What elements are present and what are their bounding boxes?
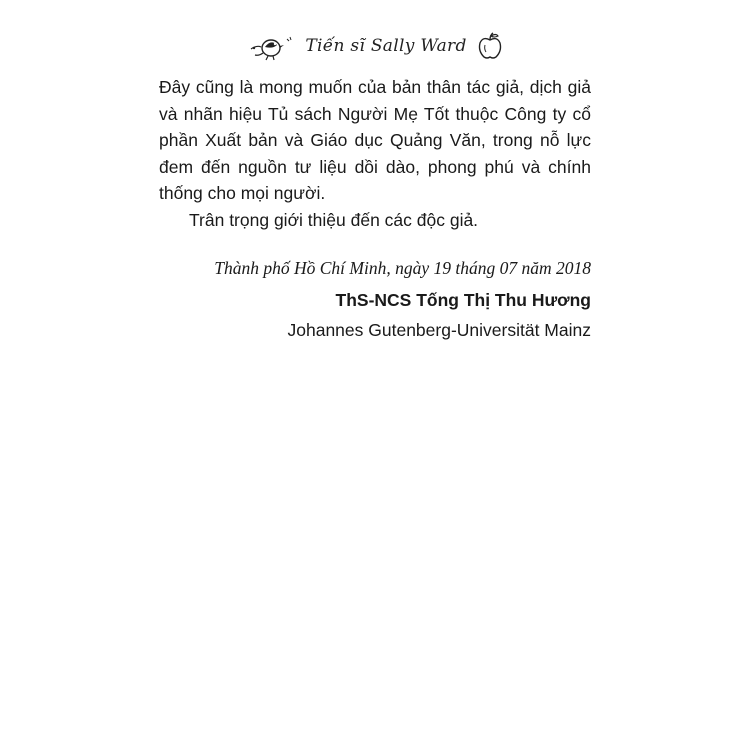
running-header bbox=[0, 28, 750, 64]
paragraph-2: Trân trọng giới thiệu đến các độc giả. bbox=[189, 209, 479, 230]
signature-name: ThS-NCS Tống Thị Thu Hương bbox=[335, 290, 591, 310]
signature-institution: Johannes Gutenberg-Universität Mainz bbox=[287, 320, 591, 340]
paragraph-1: Đây cũng là mong muốn của bản thân tác giả, dịch giả và nhãn hiệu Tủ sách Người Mẹ Tốt thuộc Công ty cổ phần Xuất bản và Giáo dục Quảng Văn, trong nỗ lực đem đến nguồn tư liệu dồi dào, phong phú và chính thống cho mọi người. bbox=[159, 77, 591, 203]
bird-icon bbox=[247, 31, 295, 61]
header-title: Tiến sĩ Sally Ward bbox=[305, 36, 467, 56]
signature-place-date: Thành phố Hồ Chí Minh, ngày 19 tháng 07 năm 2018 bbox=[214, 258, 591, 278]
apple-icon bbox=[477, 31, 503, 61]
body-text bbox=[159, 74, 591, 233]
